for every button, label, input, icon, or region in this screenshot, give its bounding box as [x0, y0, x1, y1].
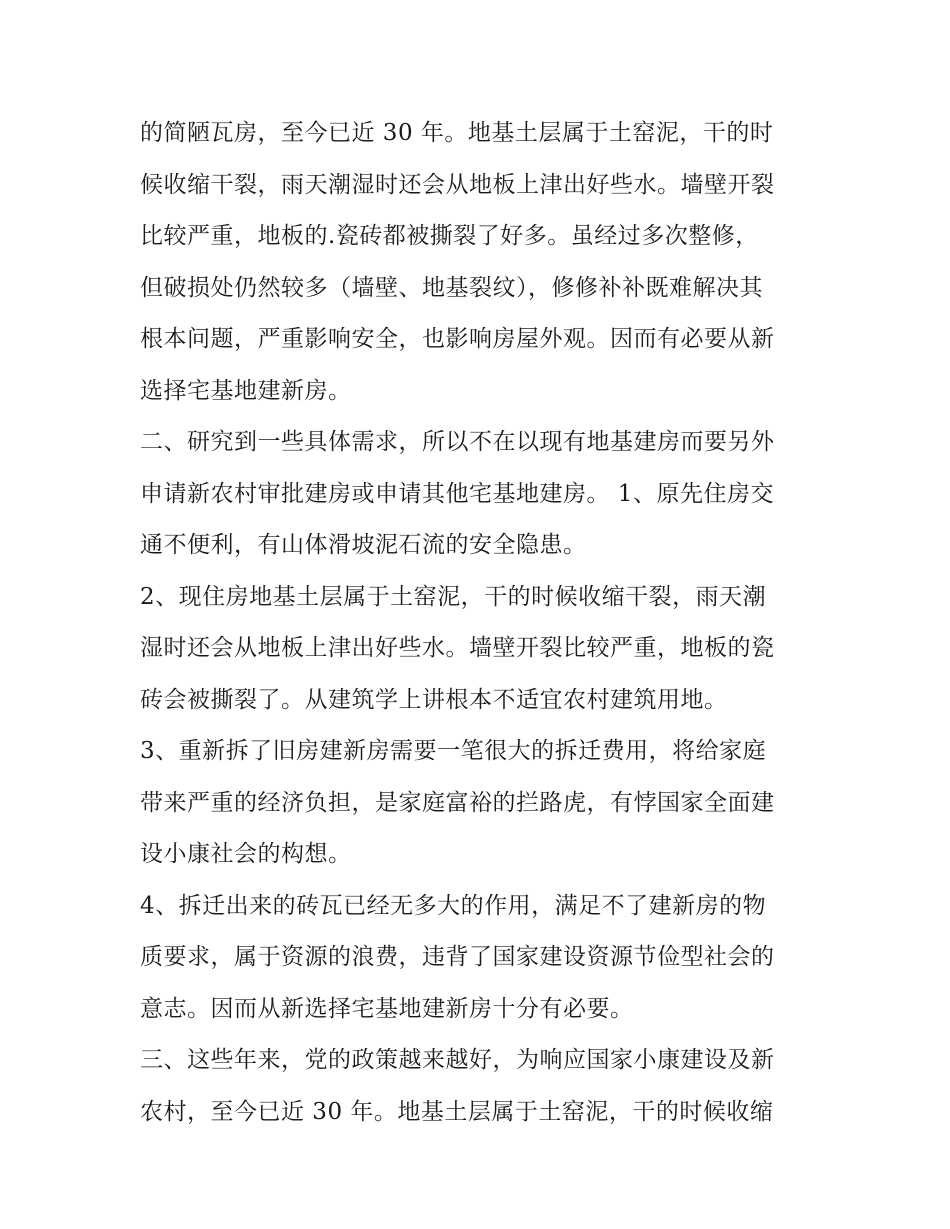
- text-line: 设小康社会的构想。: [140, 841, 352, 867]
- text-line: 3、重新拆了旧房建新房需要一笔很大的拆迁费用，将给家庭: [140, 738, 767, 764]
- text-line: 二、研究到一些具体需求，所以不在以现有地基建房而要另外: [140, 429, 775, 455]
- text-line: 质要求，属于资源的浪费，违背了国家建设资源节俭型社会的: [140, 944, 775, 970]
- text-line: 选择宅基地建新房。: [140, 377, 352, 404]
- text-line: 申请新农村审批建房或申请其他宅基地建房。 1、原先住房交: [140, 480, 774, 507]
- text-line: 通不便利，有山体滑坡泥石流的安全隐患。: [140, 532, 587, 558]
- text-line: 意志。因而从新选择宅基地建新房十分有必要。: [140, 995, 634, 1022]
- text-line: 2、现住房地基土层属于土窑泥，干的时候收缩干裂，雨天潮: [140, 583, 767, 610]
- text-line: 农村，至今已近 30 年。地基土层属于土窑泥，干的时候收缩: [140, 1098, 774, 1125]
- text-line: 候收缩干裂，雨天潮湿时还会从地板上津出好些水。墙壁开裂: [140, 171, 775, 198]
- body-text: [140, 108, 820, 1138]
- text-line: 根本问题，严重影响安全，也影响房屋外观。因而有必要从新: [140, 326, 775, 352]
- text-line: 三、这些年来，党的政策越来越好，为响应国家小康建设及新: [140, 1047, 775, 1073]
- text-line: 的简陋瓦房，至今已近 30 年。地基土层属于土窑泥，干的时: [140, 120, 774, 146]
- text-line: 但破损处仍然较多（墙壁、地基裂纹），修修补补既难解决其: [140, 274, 763, 301]
- text-line: 带来严重的经济负担，是家庭富裕的拦路虎，有悖国家全面建: [140, 789, 775, 816]
- text-line: 4、拆迁出来的砖瓦已经无多大的作用，满足不了建新房的物: [140, 892, 767, 919]
- text-line: 砖会被撕裂了。从建筑学上讲根本不适宜农村建筑用地。: [140, 686, 728, 713]
- text-line: 比较严重，地板的.瓷砖都被撕裂了好多。虽经过多次整修，: [140, 223, 759, 249]
- text-line: 湿时还会从地板上津出好些水。墙壁开裂比较严重，地板的瓷: [140, 635, 775, 661]
